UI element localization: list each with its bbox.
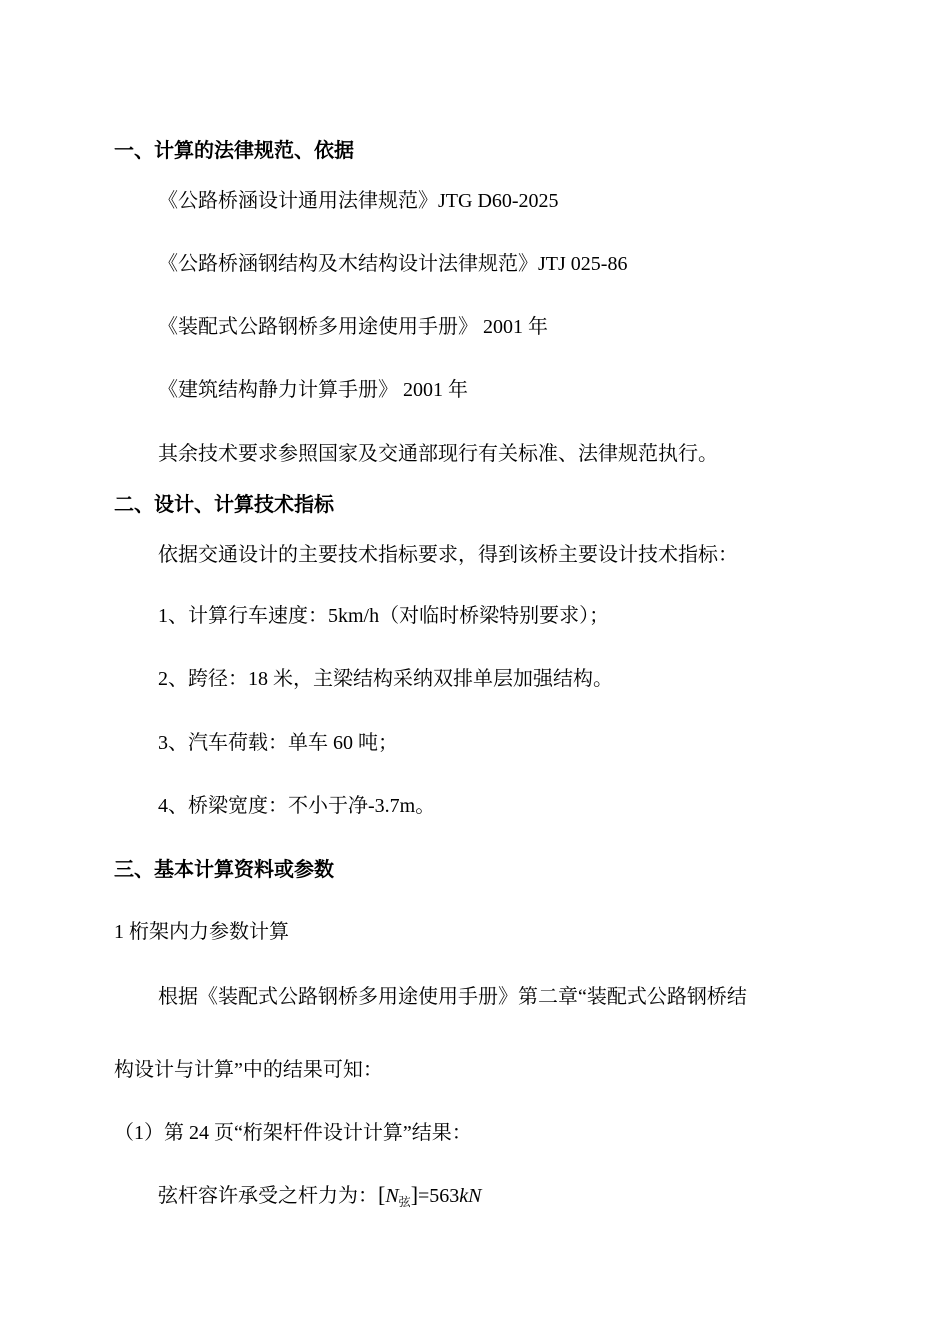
spec-item-4: 4、桥梁宽度：不小于净-3.7m。 [158, 795, 436, 817]
paragraph-line-1: 根据《装配式公路钢桥多用途使用手册》第二章“装配式公路钢桥结 [158, 986, 747, 1008]
formula-left-bracket: [ [378, 1182, 386, 1207]
formula-line [158, 1183, 482, 1210]
formula-unit: kN [459, 1185, 482, 1207]
reference-item-1: 《公路桥涵设计通用法律规范》JTG D60-2025 [158, 190, 559, 212]
paragraph-line-2: 构设计与计算”中的结果可知： [114, 1059, 383, 1081]
formula-value: =563 [418, 1185, 460, 1207]
formula [378, 1183, 482, 1210]
formula-subscript: 弦 [398, 1195, 411, 1209]
section-1-heading: 一、计算的法律规范、依据 [114, 140, 354, 162]
result-item-1: （1）第 24 页“桁架杆件设计计算”结果： [114, 1122, 472, 1144]
formula-right-bracket: ] [410, 1182, 419, 1207]
reference-item-3: 《装配式公路钢桥多用途使用手册》 2001 年 [158, 316, 548, 338]
reference-item-5: 其余技术要求参照国家及交通部现行有关标准、法律规范执行。 [158, 443, 718, 465]
spec-item-2: 2、跨径：18 米，主梁结构采纳双排单层加强结构。 [158, 668, 613, 690]
subsection-1-title: 1 桁架内力参数计算 [114, 921, 289, 943]
reference-item-4: 《建筑结构静力计算手册》 2001 年 [158, 379, 468, 401]
formula-variable: N [385, 1185, 399, 1207]
section-2-heading: 二、设计、计算技术指标 [114, 494, 334, 516]
spec-item-1: 1、计算行车速度：5km/h（对临时桥梁特别要求）； [158, 605, 610, 627]
section-2-intro: 依据交通设计的主要技术指标要求，得到该桥主要设计技术指标： [158, 544, 738, 566]
spec-item-3: 3、汽车荷载：单车 60 吨； [158, 732, 398, 754]
section-3-heading: 三、基本计算资料或参数 [114, 859, 334, 881]
formula-label: 弦杆容许承受之杆力为： [158, 1185, 378, 1207]
reference-item-2: 《公路桥涵钢结构及木结构设计法律规范》JTJ 025-86 [158, 253, 628, 275]
